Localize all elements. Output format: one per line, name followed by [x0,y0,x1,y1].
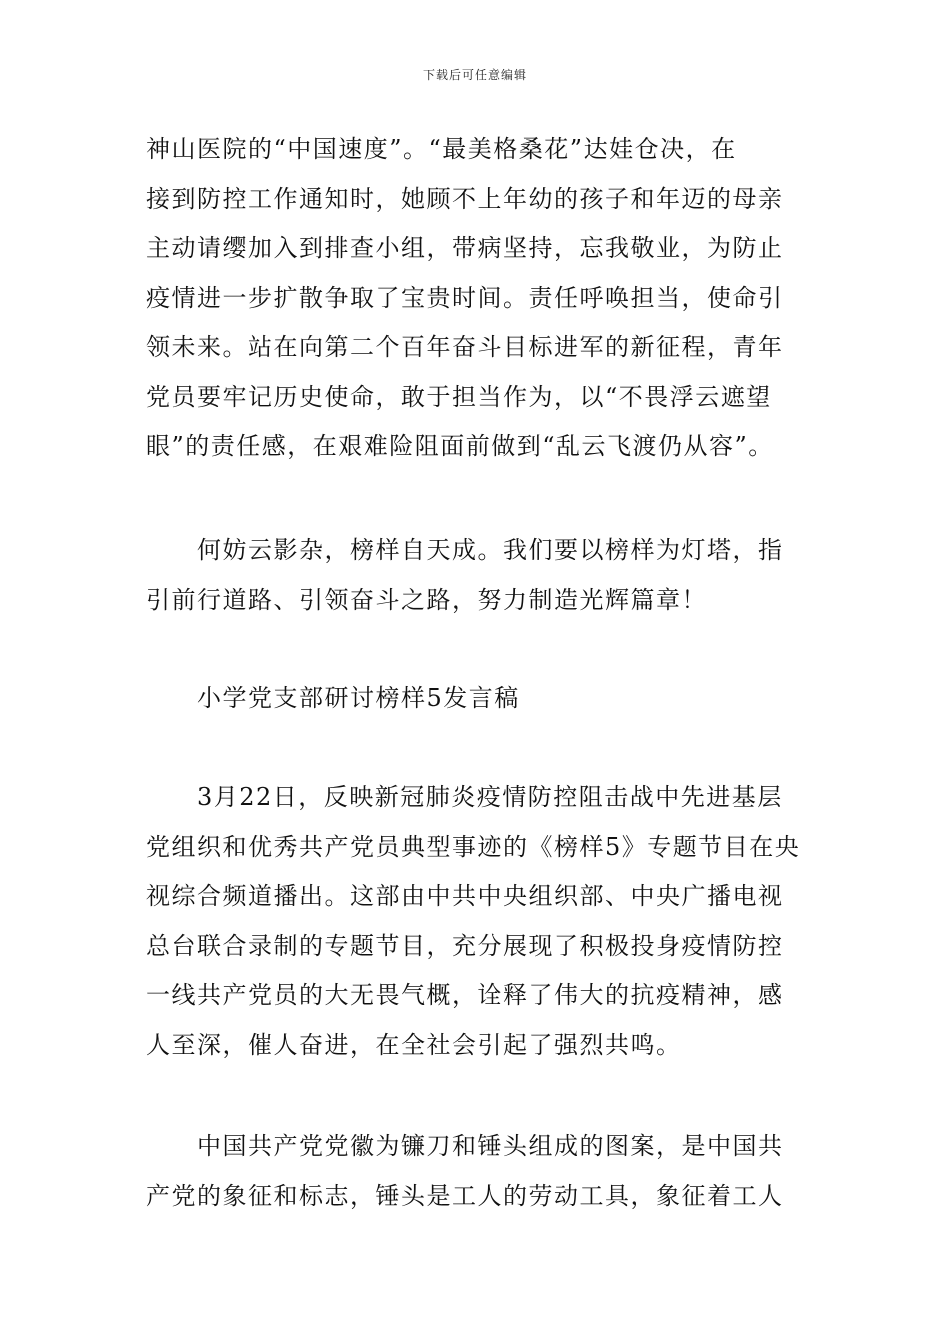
paragraph-line: 引前行道路、引领奋斗之路，努力制造光辉篇章！ [146,585,707,614]
paragraph-line: 视综合频道播出。这部由中共中央组织部、中央广播电视 [146,882,784,910]
paragraph-4 [146,1122,808,1221]
section-title [146,674,808,724]
paragraph-line: 产党的象征和标志，锤头是工人的劳动工具，象征着工人 [146,1181,784,1210]
paragraph-line: 领未来。站在向第二个百年奋斗目标进军的新征程，青年 [146,333,784,361]
section-title-line: 小学党支部研讨榜样5发言稿 [146,684,520,712]
paragraph-line: 3月22日，反映新冠肺炎疫情防控阻击战中先进基层 [146,783,783,811]
paragraph-line: 中国共产党党徽为镰刀和锤头组成的图案，是中国共 [146,1132,784,1160]
paragraph-line: 接到防控工作通知时，她顾不上年幼的孩子和年迈的母亲 [146,184,784,213]
paragraph-line: 眼”的责任感，在艰难险阻面前做到“乱云飞渡仍从容”。 [146,432,774,460]
paragraph-line: 党组织和优秀共产党员典型事迹的《榜样5》专题节目在央 [146,832,801,861]
header-note: 下载后可任意编辑 [422,68,527,82]
paragraph-3 [146,773,808,1070]
paragraph-line: 一线共产党员的大无畏气概，诠释了伟大的抗疫精神，感 [146,981,784,1009]
paragraph-1 [146,125,808,472]
paragraph-line: 何妨云影杂，榜样自天成。我们要以榜样为灯塔，指 [146,536,784,564]
paragraph-line: 总台联合录制的专题节目，充分展现了积极投身疫情防控 [146,931,784,960]
paragraph-line: 疫情进一步扩散争取了宝贵时间。责任呼唤担当，使命引 [146,283,784,312]
paragraph-line: 神山医院的“中国速度”。“最美格桑花”达娃仓决，在 [146,135,737,163]
paragraph-line: 党员要牢记历史使命，敢于担当作为，以“不畏浮云遮望 [146,382,772,411]
paragraph-line: 主动请缨加入到排查小组，带病坚持，忘我敬业，为防止 [146,234,784,262]
paragraph-2 [146,526,808,625]
paragraph-line: 人至深，催人奋进，在全社会引起了强烈共鸣。 [146,1030,682,1059]
